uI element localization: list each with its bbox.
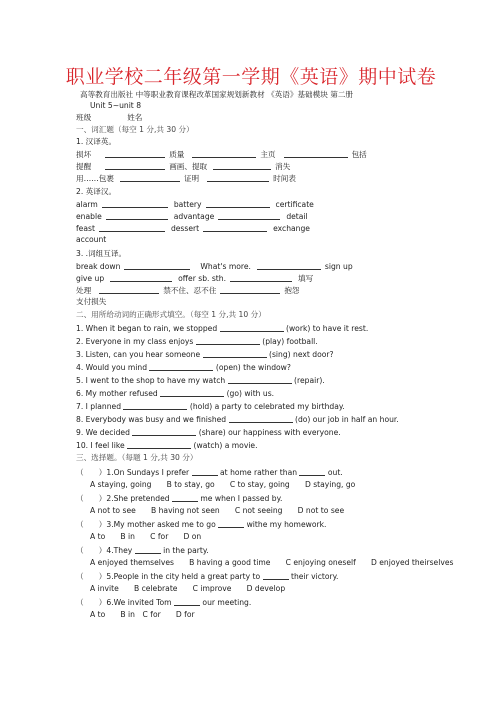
answer-paren[interactable]: （ ）	[76, 598, 107, 607]
answer-blank[interactable]	[207, 173, 269, 182]
fill-item: 5. I went to the shop to have my watch (repair).	[76, 376, 325, 385]
answer-blank[interactable]	[110, 273, 172, 282]
class-label: 班级	[76, 113, 92, 122]
answer-blank[interactable]	[257, 261, 321, 270]
answer-blank[interactable]	[160, 388, 224, 397]
fill-item: 4. Would you mind (open) the window?	[76, 363, 291, 372]
publisher-line: 高等教育出版社 中等职业教育课程改革国家规划新教材 《英语》基础模块 第二册	[80, 90, 354, 99]
mc-options: A invite B celebrate C improve D develop	[90, 584, 286, 593]
answer-blank	[192, 467, 218, 476]
answer-blank	[172, 493, 198, 502]
answer-blank[interactable]	[99, 223, 165, 232]
fill-item: 2. Everyone in my class enjoys (play) football.	[76, 337, 318, 346]
answer-blank	[135, 545, 161, 554]
section3-heading: 三、选择题。（每题 1 分,共 30 分）	[76, 453, 198, 462]
answer-blank[interactable]	[213, 161, 271, 170]
part3-row: 处理 禁不住、忍不住 抱怨	[76, 286, 300, 295]
answer-paren[interactable]: （ ）	[76, 572, 107, 581]
answer-blank[interactable]	[127, 440, 191, 449]
answer-paren[interactable]: （ ）	[76, 494, 107, 503]
mc-options: A to B in C for D for	[90, 610, 195, 619]
answer-blank[interactable]	[105, 149, 165, 158]
answer-blank[interactable]	[218, 211, 280, 220]
answer-blank	[174, 597, 200, 606]
answer-blank[interactable]	[192, 149, 256, 158]
answer-blank[interactable]	[124, 261, 190, 270]
part2-row: enable advantage detail	[76, 212, 308, 221]
answer-blank[interactable]	[284, 149, 348, 158]
mc-options: A staying, going B to stay, go C to stay, going D staying, go	[90, 480, 356, 489]
fill-item: 6. My mother refused (go) with us.	[76, 389, 275, 398]
answer-blank[interactable]	[203, 349, 267, 358]
answer-blank[interactable]	[132, 427, 196, 436]
answer-blank[interactable]	[99, 285, 159, 294]
part3-row: give up offer sb. sth. 填写	[76, 274, 314, 283]
answer-blank[interactable]	[196, 336, 260, 345]
answer-blank[interactable]	[220, 285, 280, 294]
mc-question: （ ）4.They in the party.	[76, 546, 209, 555]
mc-options: A not to see B having not seen C not seeing D not to see	[90, 506, 345, 515]
part1-heading: 1. 汉译英。	[76, 137, 117, 146]
name-label: 姓名	[127, 113, 143, 122]
exam-title: 职业学校二年级第一学期《英语》期中试卷	[65, 66, 437, 88]
answer-paren[interactable]: （ ）	[76, 546, 107, 555]
mc-question: （ ）6.We invited Tom our meeting.	[76, 598, 252, 607]
mc-question: （ ）1.On Sundays I prefer at home rather than out.	[76, 468, 343, 477]
answer-blank[interactable]	[120, 173, 180, 182]
part2-heading: 2. 英译汉。	[76, 187, 117, 196]
mc-options: A to B in C for D on	[90, 532, 202, 541]
mc-question: （ ）2.She pretended me when I passed by.	[76, 494, 283, 503]
mc-question: （ ）5.People in the city held a great party to their victory.	[76, 572, 339, 581]
part2-row: feast dessert exchange	[76, 224, 310, 233]
part2-row: account	[76, 235, 107, 244]
section2-heading: 二、用所给动词的正确形式填空。（每空 1 分,共 10 分）	[76, 310, 266, 319]
fill-item: 3. Listen, can you hear someone (sing) next door?	[76, 350, 334, 359]
answer-blank[interactable]	[228, 375, 292, 384]
answer-blank[interactable]	[149, 362, 213, 371]
answer-blank	[263, 571, 289, 580]
answer-blank[interactable]	[102, 199, 168, 208]
answer-blank[interactable]	[230, 273, 292, 282]
answer-blank[interactable]	[220, 323, 284, 332]
answer-blank[interactable]	[105, 161, 165, 170]
class-name-line	[76, 113, 142, 123]
fill-item: 1. When it began to rain, we stopped (work) to have it rest.	[76, 324, 369, 333]
unit-range: Unit 5~unit 8	[90, 101, 142, 110]
part1-row: 提醒 画画、提取 消失	[76, 162, 291, 171]
part3-row: 支付损失	[76, 297, 107, 306]
fill-item: 7. I planned (hold) a party to celebrated my birthday.	[76, 402, 345, 411]
part3-row: break down What's more. sign up	[76, 262, 353, 271]
answer-blank	[218, 519, 244, 528]
fill-item: 10. I feel like (watch) a movie.	[76, 441, 258, 450]
answer-paren[interactable]: （ ）	[76, 468, 107, 477]
answer-blank[interactable]	[123, 401, 187, 410]
part2-row: alarm battery certificate	[76, 200, 314, 209]
part3-heading: 3. .词组互译。	[76, 249, 127, 258]
answer-paren[interactable]: （ ）	[76, 520, 107, 529]
answer-blank	[299, 467, 325, 476]
mc-options: A enjoyed themselves B having a good time C enjoying oneself D enjoyed theirselves	[90, 558, 454, 567]
answer-blank[interactable]	[206, 199, 270, 208]
part1-row: 用……包裹 证明 时间表	[76, 174, 296, 183]
answer-blank[interactable]	[229, 414, 293, 423]
fill-item: 8. Everybody was busy and we finished (do) our job in half an hour.	[76, 415, 399, 424]
mc-question: （ ）3.My mother asked me to go withe my homework.	[76, 520, 327, 529]
section1-heading: 一、词汇题（每空 1 分,共 30 分）	[76, 125, 194, 134]
answer-blank[interactable]	[203, 223, 267, 232]
fill-item: 9. We decided (share) our happiness with everyone.	[76, 428, 341, 437]
part1-row: 损坏 质量 主页 包括	[76, 150, 367, 159]
answer-blank[interactable]	[106, 211, 168, 220]
